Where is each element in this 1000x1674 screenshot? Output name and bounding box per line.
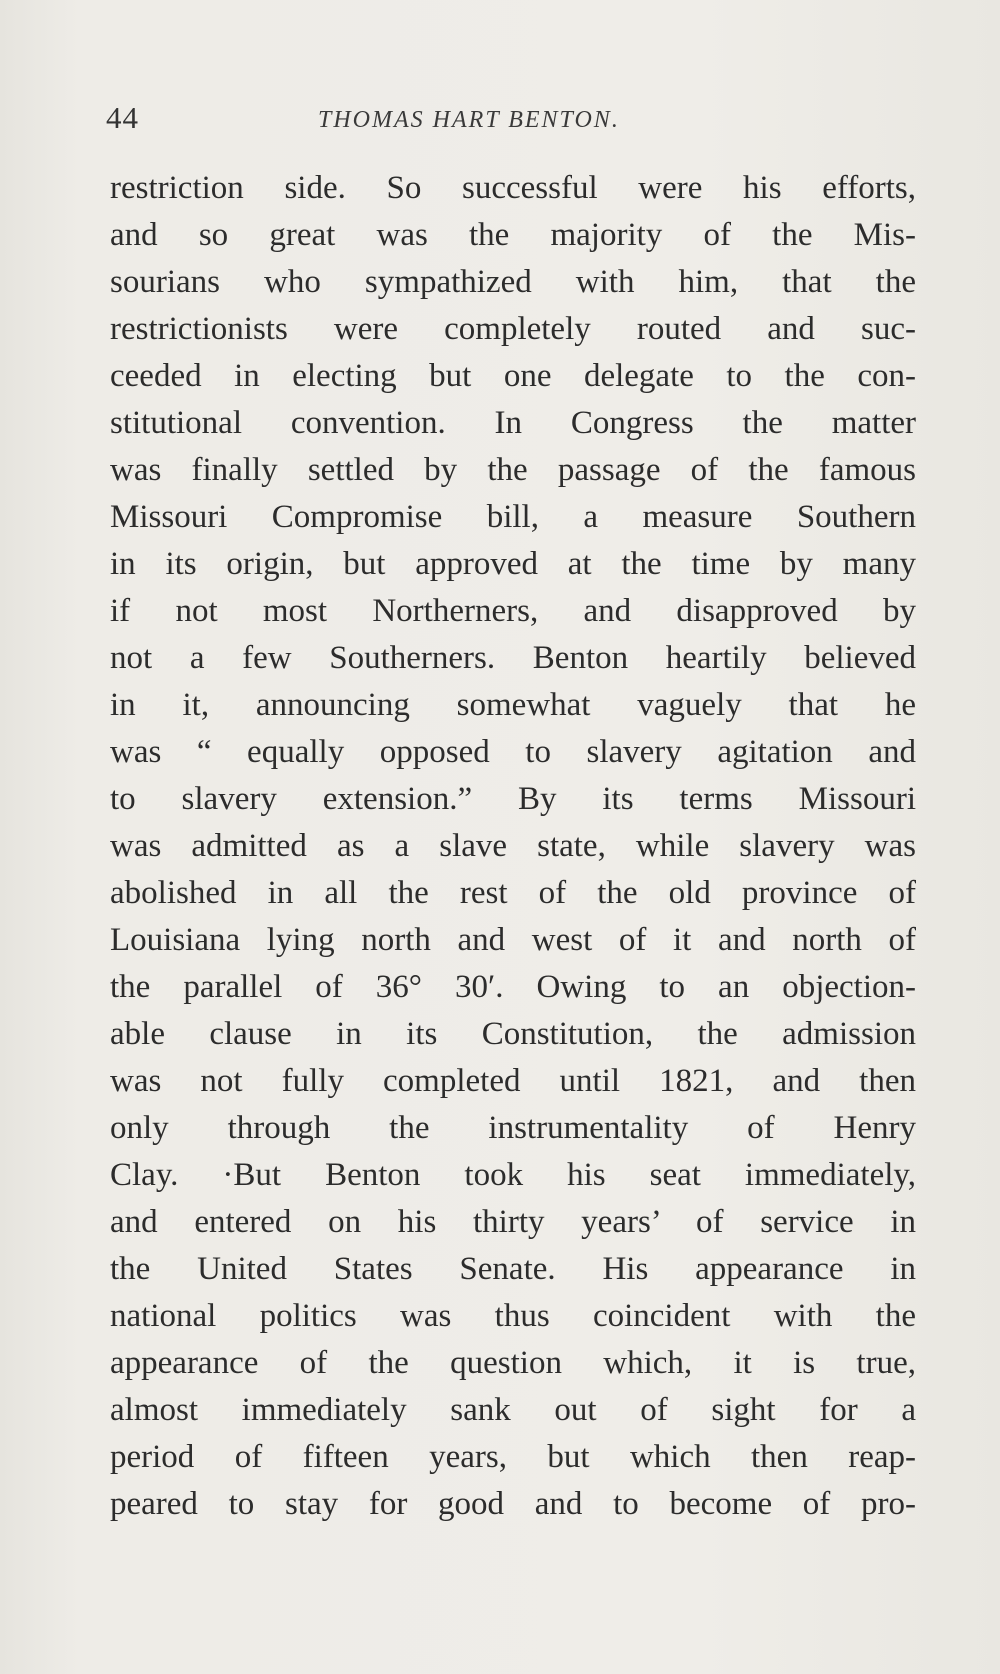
body-text: [110, 165, 916, 1528]
text-line: able clause in its Constitution, the admission: [110, 1016, 916, 1052]
text-line: and entered on his thirty years’ of service in: [110, 1204, 916, 1240]
text-line: the parallel of 36° 30′. Owing to an objection-: [110, 969, 916, 1005]
text-line: national politics was thus coincident with the: [110, 1298, 916, 1334]
page-number: 44: [106, 100, 139, 135]
text-line: in its origin, but approved at the time by many: [110, 546, 916, 582]
text-line: was finally settled by the passage of the famous: [110, 452, 916, 488]
text-line: abolished in all the rest of the old province of: [110, 875, 916, 911]
text-line: Missouri Compromise bill, a measure Southern: [110, 499, 916, 535]
text-line: restrictionists were completely routed and suc-: [110, 311, 916, 347]
text-line: ceeded in electing but one delegate to the con-: [110, 358, 916, 394]
text-line: was admitted as a slave state, while slavery was: [110, 828, 916, 864]
text-line: stitutional convention. In Congress the matter: [110, 405, 916, 441]
text-line: Clay. ·But Benton took his seat immediately,: [110, 1157, 916, 1193]
text-line: peared to stay for good and to become of pro-: [110, 1486, 916, 1522]
text-line: Louisiana lying north and west of it and north of: [110, 922, 916, 958]
text-line: and so great was the majority of the Mis-: [110, 217, 916, 253]
text-line: to slavery extension.” By its terms Missouri: [110, 781, 916, 817]
text-line: the United States Senate. His appearance in: [110, 1251, 916, 1287]
text-line: was not fully completed until 1821, and then: [110, 1063, 916, 1099]
text-line: not a few Southerners. Benton heartily believed: [110, 640, 916, 676]
text-line: sourians who sympathized with him, that the: [110, 264, 916, 300]
running-title: THOMAS HART BENTON.: [318, 107, 620, 133]
text-line: restriction side. So successful were his efforts,: [110, 170, 916, 206]
page-header: [106, 100, 916, 140]
text-line: only through the instrumentality of Henry: [110, 1110, 916, 1146]
text-line: was “ equally opposed to slavery agitation and: [110, 734, 916, 770]
text-line: if not most Northerners, and disapproved by: [110, 593, 916, 629]
text-line: in it, announcing somewhat vaguely that he: [110, 687, 916, 723]
text-line: appearance of the question which, it is true,: [110, 1345, 916, 1381]
text-line: almost immediately sank out of sight for a: [110, 1392, 916, 1428]
text-line: period of fifteen years, but which then reap-: [110, 1439, 916, 1475]
